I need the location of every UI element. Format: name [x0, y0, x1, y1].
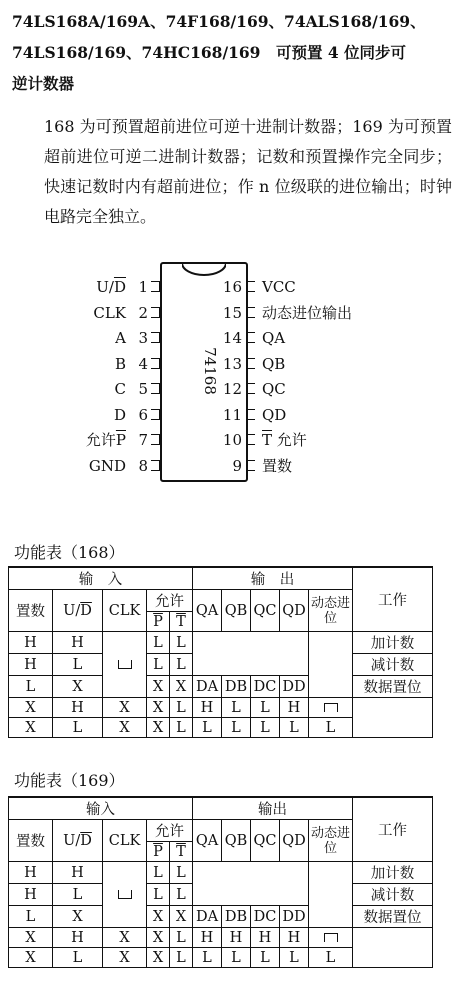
table-cell: L — [170, 698, 193, 718]
title-line-2: 74LS168/169、74HC168/169 可预置 4 位同步可 — [12, 43, 407, 62]
pin-name: QA — [262, 329, 286, 347]
table-cell: X — [170, 906, 193, 928]
pin-left-3 — [40, 327, 160, 349]
table-cell: H — [251, 928, 280, 948]
pin-lead — [151, 358, 160, 369]
table-cell: L — [170, 862, 193, 884]
table-cell: L — [222, 698, 251, 718]
pin-name: 允许$\overline{P}$ — [85, 431, 126, 449]
chip-label: 74168 — [200, 347, 219, 395]
table-cell: X — [147, 948, 170, 968]
pin-lead — [246, 460, 255, 471]
pin-lead — [246, 434, 255, 445]
pin-left-5 — [40, 378, 160, 400]
table-cell: L — [170, 718, 193, 738]
pin-lead — [151, 332, 160, 343]
pin-diagram — [0, 262, 460, 492]
pin-number: 11 — [222, 405, 242, 424]
pin-right-13 — [222, 353, 446, 375]
table-cell: 数据置位 — [353, 906, 433, 928]
header-ud: $U/\overline{D}$ — [53, 820, 103, 862]
table-cell: DD — [280, 906, 309, 928]
table-cell: H — [193, 928, 222, 948]
table-cell: L — [170, 632, 193, 654]
pin-name: $\overline{T}$ 允许 — [262, 431, 307, 449]
pin-left-6 — [40, 404, 160, 426]
pin-lead — [151, 383, 160, 394]
table-cell: H — [9, 654, 53, 676]
chip-notch — [182, 262, 226, 276]
table-row — [9, 632, 433, 654]
header-p: $\overline{P}$ — [147, 612, 170, 632]
pin-name: QB — [262, 354, 286, 373]
table-cell: X — [147, 718, 170, 738]
output-count-cell — [193, 632, 309, 676]
table-cell: L — [147, 632, 170, 654]
table-cell: 数据置位 — [353, 676, 433, 698]
table-cell: L — [53, 718, 103, 738]
pin-name: A — [115, 329, 126, 347]
header-input: 输入 — [9, 797, 193, 820]
header-ud: $U/\overline{D}$ — [53, 590, 103, 632]
table-cell: H — [280, 698, 309, 718]
title-line-1: 74LS168A/169A、74F168/169、74ALS168/169、 — [12, 12, 426, 31]
header-t: $\overline{T}$ — [170, 612, 193, 632]
pin-lead — [151, 409, 160, 420]
table-cell: DC — [251, 906, 280, 928]
table-cell: L — [147, 862, 170, 884]
pin-number: 16 — [222, 278, 242, 296]
pin-lead — [246, 332, 255, 343]
header-carry: 动态进位 — [309, 820, 353, 862]
table-cell: L — [251, 718, 280, 738]
table-cell: X — [9, 928, 53, 948]
output-count-cell — [193, 862, 309, 906]
header-qc: QC — [251, 820, 280, 862]
pulse-icon — [324, 703, 338, 712]
pin-lead — [246, 307, 255, 318]
table-168-title: 功能表（168） — [14, 543, 125, 562]
header-load: 置数 — [9, 820, 53, 862]
table-cell: 加计数 — [353, 862, 433, 884]
pin-right-11 — [222, 404, 446, 426]
table-cell: H — [193, 698, 222, 718]
table-cell: H — [9, 632, 53, 654]
table-cell: L — [147, 654, 170, 676]
header-t: $\overline{T}$ — [170, 842, 193, 862]
table-cell: DB — [222, 906, 251, 928]
table-cell: H — [53, 928, 103, 948]
document-title — [12, 6, 452, 99]
pin-name: D — [113, 405, 126, 424]
table-row — [9, 862, 433, 884]
header-qd: QD — [280, 820, 309, 862]
table-cell: 减计数 — [353, 654, 433, 676]
table-row — [9, 928, 433, 948]
table-cell: DA — [193, 676, 222, 698]
table-cell: H — [222, 928, 251, 948]
title-line-3: 逆计数器 — [12, 74, 75, 93]
table-cell: H — [53, 632, 103, 654]
table-cell: 加计数 — [353, 632, 433, 654]
table-cell: L — [251, 948, 280, 968]
carry-pulse-cell — [309, 698, 353, 718]
header-qb: QB — [222, 590, 251, 632]
pin-name: VCC — [262, 278, 296, 296]
table-cell: L — [53, 884, 103, 906]
header-work: 工作 — [353, 797, 433, 862]
pin-name: C — [114, 380, 126, 398]
pin-name: QC — [262, 380, 286, 398]
table-cell: X — [147, 698, 170, 718]
table-cell: L — [53, 948, 103, 968]
pin-lead — [246, 281, 255, 292]
table-cell: X — [103, 718, 147, 738]
pin-number: 4 — [138, 354, 148, 373]
table-cell: L — [193, 718, 222, 738]
header-enable: 允许 — [147, 820, 193, 842]
pin-left-2 — [40, 302, 160, 324]
table-169-title: 功能表（169） — [14, 771, 125, 790]
pin-number: 10 — [222, 431, 242, 449]
table-cell: L — [309, 948, 353, 968]
table-cell: L — [251, 698, 280, 718]
work-cell — [353, 698, 433, 738]
header-carry: 动态进位 — [309, 590, 353, 632]
table-cell: L — [309, 718, 353, 738]
header-qd: QD — [280, 590, 309, 632]
table-cell: L — [53, 654, 103, 676]
table-row — [9, 906, 433, 928]
table-cell: H — [9, 884, 53, 906]
pin-name: 动态进位输出 — [262, 303, 353, 322]
pin-right-15 — [222, 302, 446, 324]
table-cell: L — [222, 948, 251, 968]
pulse-icon — [324, 933, 338, 942]
pin-number: 3 — [138, 329, 148, 347]
pin-lead — [151, 307, 160, 318]
pin-right-12 — [222, 378, 446, 400]
table-row — [9, 698, 433, 718]
pin-right-9 — [232, 455, 446, 477]
description — [12, 112, 452, 232]
pin-name: $U/\overline{D}$ — [96, 278, 126, 296]
table-cell: 减计数 — [353, 884, 433, 906]
header-input: 输 入 — [9, 567, 193, 590]
header-output: 输出 — [193, 797, 353, 820]
pin-lead — [246, 409, 255, 420]
pin-number: 15 — [222, 303, 242, 322]
table-cell: L — [222, 718, 251, 738]
carry-cell — [309, 632, 353, 698]
header-clk: CLK — [103, 590, 147, 632]
pin-lead — [246, 383, 255, 394]
pin-number: 13 — [222, 354, 242, 373]
header-p: $\overline{P}$ — [147, 842, 170, 862]
pin-left-7 — [40, 429, 160, 451]
header-enable: 允许 — [147, 590, 193, 612]
pin-right-14 — [222, 327, 446, 349]
function-table-169 — [8, 796, 433, 968]
table-cell: L — [170, 948, 193, 968]
pin-left-4 — [40, 353, 160, 375]
pin-name: B — [114, 354, 126, 373]
table-cell: X — [9, 718, 53, 738]
table-row — [9, 676, 433, 698]
table-cell: X — [103, 948, 147, 968]
table-cell: H — [9, 862, 53, 884]
header-qc: QC — [251, 590, 280, 632]
pin-name: 置数 — [262, 456, 293, 475]
table-cell: L — [9, 676, 53, 698]
pin-number: 1 — [138, 278, 148, 296]
table-cell: X — [170, 676, 193, 698]
pin-right-10 — [222, 429, 446, 451]
pin-name: CLK — [93, 303, 126, 322]
table-cell: L — [147, 884, 170, 906]
pin-name: QD — [262, 405, 287, 424]
header-qa: QA — [193, 820, 222, 862]
table-cell: X — [147, 928, 170, 948]
table-cell: L — [9, 906, 53, 928]
carry-pulse-cell — [309, 928, 353, 948]
header-load: 置数 — [9, 590, 53, 632]
table-cell: DC — [251, 676, 280, 698]
header-clk: CLK — [103, 820, 147, 862]
table-cell: L — [170, 654, 193, 676]
table-cell: L — [280, 948, 309, 968]
pin-number: 9 — [232, 456, 242, 475]
pin-number: 7 — [138, 431, 148, 449]
table-cell: L — [280, 718, 309, 738]
table-cell: H — [280, 928, 309, 948]
clk-cell — [103, 862, 147, 928]
clk-cell — [103, 632, 147, 698]
pin-lead — [151, 460, 160, 471]
clock-edge-icon — [118, 660, 132, 669]
description-text: 168 为可预置超前进位可逆十进制计数器；169 为可预置超前进位可逆二进制计数器；记数和预置操作完全同步；快速记数时内有超前进位；作 n 位级联的进位输出；时钟电路完全独立。 — [44, 117, 452, 226]
table-cell: X — [9, 948, 53, 968]
table-cell: DB — [222, 676, 251, 698]
table-cell: X — [53, 906, 103, 928]
pin-lead — [151, 434, 160, 445]
pin-number: 8 — [138, 456, 148, 475]
table-cell: DD — [280, 676, 309, 698]
pin-number: 2 — [138, 303, 148, 322]
pin-right-16 — [222, 276, 446, 298]
table-cell: X — [53, 676, 103, 698]
table-cell: DA — [193, 906, 222, 928]
pin-name: GND — [88, 456, 126, 475]
table-cell: X — [9, 698, 53, 718]
table-cell: X — [103, 698, 147, 718]
table-cell: L — [170, 884, 193, 906]
pin-number: 5 — [138, 380, 148, 398]
carry-cell — [309, 862, 353, 928]
table-cell: X — [147, 906, 170, 928]
header-qa: QA — [193, 590, 222, 632]
pin-lead — [246, 358, 255, 369]
pin-number: 14 — [222, 329, 242, 347]
clock-edge-icon — [118, 890, 132, 899]
table-cell: X — [103, 928, 147, 948]
pin-left-8 — [40, 455, 160, 477]
table-cell: L — [193, 948, 222, 968]
function-table-168 — [8, 566, 433, 738]
pin-number: 6 — [138, 405, 148, 424]
header-output: 输 出 — [193, 567, 353, 590]
pin-left-1 — [40, 276, 160, 298]
pin-lead — [151, 281, 160, 292]
pin-number: 12 — [222, 380, 242, 398]
work-cell — [353, 928, 433, 968]
table-cell: H — [53, 698, 103, 718]
table-cell: X — [147, 676, 170, 698]
header-qb: QB — [222, 820, 251, 862]
table-cell: H — [53, 862, 103, 884]
header-work: 工作 — [353, 567, 433, 632]
table-cell: L — [170, 928, 193, 948]
